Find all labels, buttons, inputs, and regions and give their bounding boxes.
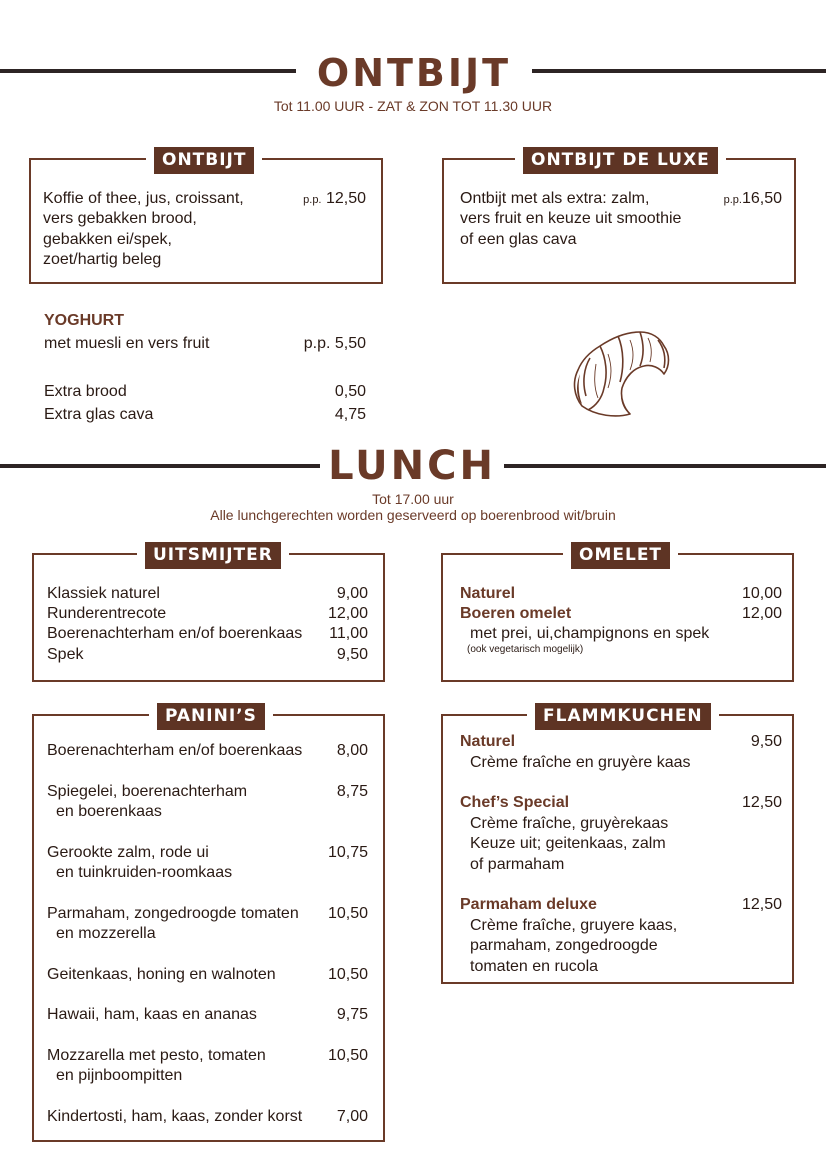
panini-price: 9,75 (336, 1006, 368, 1023)
panini-price: 10,75 (327, 844, 368, 861)
panini-item-line1: Spiegelei, boerenachterham (47, 783, 248, 800)
ontbijt-desc-4: zoet/hartig beleg (43, 251, 162, 268)
luxe-price (690, 189, 782, 211)
extra-brood: Extra brood (44, 383, 127, 400)
flammkuchen-desc: Crème fraîche en gruyère kaas (470, 753, 691, 771)
uitsmijter-price: 11,00 (329, 625, 368, 642)
luxe-price-value: 16,50 (741, 190, 782, 207)
ontbijt-desc-1: Koffie of thee, jus, croissant, (43, 190, 244, 207)
panini-price: 8,00 (336, 742, 368, 759)
pp-label: p.p. (723, 194, 742, 206)
tag-ontbijt: ONTBIJT (154, 147, 254, 174)
panini-item-line1: Parmaham, zongedroogde tomaten (47, 905, 299, 922)
header-rule-left (0, 69, 296, 73)
flammkuchen-price: 9,50 (750, 733, 782, 750)
panini-item-line1: Hawaii, ham, kaas en ananas (47, 1006, 257, 1023)
panini-price: 10,50 (327, 905, 368, 922)
panini-item-line2: en tuinkruiden-roomkaas (56, 864, 233, 881)
uitsmijter-price: 12,00 (327, 605, 368, 622)
panini-item-line2: en pijnboompitten (56, 1067, 183, 1084)
panini-price: 10,50 (327, 966, 368, 983)
lunch-hours: Tot 17.00 uur (372, 491, 454, 507)
uitsmijter-price: 9,00 (336, 585, 368, 602)
omelet-desc: met prei, ui,champignons en spek (470, 625, 710, 642)
flammkuchen-desc: Keuze uit; geitenkaas, zalm (470, 835, 666, 852)
uitsmijter-item: Runderentrecote (47, 605, 167, 622)
panini-item-line1: Mozzarella met pesto, tomaten (47, 1047, 266, 1064)
ontbijt-price-value: 12,50 (325, 190, 366, 207)
flammkuchen-desc: of parmaham (470, 855, 565, 873)
ontbijt-desc-2: vers gebakken brood, (43, 210, 197, 227)
ontbijt-hours: Tot 11.00 UUR - ZAT & ZON TOT 11.30 UUR (273, 98, 553, 114)
section-title-ontbijt: ONTBIJT (316, 51, 512, 95)
tag-flammkuchen: FLAMMKUCHEN (535, 703, 711, 730)
omelet-price: 10,00 (741, 585, 782, 602)
yoghurt-price: p.p. 5,50 (303, 335, 366, 352)
luxe-desc-2: vers fruit en keuze uit smoothie (460, 210, 682, 227)
extra-cava: Extra glas cava (44, 406, 154, 423)
panini-item-line1: Boerenachterham en/of boerenkaas (47, 742, 303, 759)
yoghurt-heading: YOGHURT (44, 312, 124, 329)
tag-paninis: PANINI’S (157, 703, 265, 730)
tag-ontbijt-de-luxe: ONTBIJT DE LUXE (523, 147, 718, 174)
panini-item-line1: Geitenkaas, honing en walnoten (47, 966, 276, 983)
flammkuchen-desc: Crème fraîche, gruyèrekaas (470, 814, 669, 832)
luxe-desc-1: Ontbijt met als extra: zalm, (460, 190, 650, 207)
flammkuchen-desc: tomaten en rucola (470, 957, 599, 975)
flammkuchen-item: Naturel (460, 733, 516, 750)
croissant-illustration (560, 318, 678, 422)
omelet-price: 12,00 (741, 605, 782, 622)
yoghurt-desc: met muesli en vers fruit (44, 335, 210, 352)
flammkuchen-item: Parmaham deluxe (460, 896, 597, 913)
lunch-note: Alle lunchgerechten worden geserveerd op boerenbrood wit/bruin (210, 507, 616, 523)
lunch-rule-left (0, 464, 320, 468)
tag-uitsmijter: UITSMIJTER (145, 542, 281, 569)
flammkuchen-desc: parmaham, zongedroogde (470, 937, 658, 954)
flammkuchen-item: Chef’s Special (460, 794, 570, 811)
uitsmijter-item: Boerenachterham en/of boerenkaas (47, 625, 303, 642)
flammkuchen-desc: Crème fraîche, gruyere kaas, (470, 916, 678, 934)
lunch-rule-right (504, 464, 826, 468)
pp-label: p.p. (303, 194, 322, 206)
section-title-lunch: LUNCH (328, 443, 496, 489)
panini-price: 8,75 (336, 783, 368, 800)
ontbijt-price (280, 189, 366, 211)
omelet-item: Boeren omelet (460, 605, 572, 622)
tag-omelet: OMELET (571, 542, 670, 569)
omelet-note: (ook vegetarisch mogelijk) (467, 644, 584, 655)
panini-item-line2: en mozzerella (56, 925, 156, 942)
panini-item-line1: Gerookte zalm, rode ui (47, 844, 209, 861)
luxe-desc-3: of een glas cava (460, 231, 577, 248)
panini-price: 10,50 (327, 1047, 368, 1064)
extra-cava-price: 4,75 (334, 406, 366, 423)
uitsmijter-item: Spek (47, 646, 84, 663)
extra-brood-price: 0,50 (334, 383, 366, 400)
omelet-item: Naturel (460, 585, 516, 602)
ontbijt-desc-3: gebakken ei/spek, (43, 231, 172, 248)
flammkuchen-price: 12,50 (741, 896, 782, 913)
panini-item-line1: Kindertosti, ham, kaas, zonder korst (47, 1108, 303, 1125)
uitsmijter-item: Klassiek naturel (47, 585, 160, 602)
panini-price: 7,00 (336, 1108, 368, 1125)
uitsmijter-price: 9,50 (336, 646, 368, 663)
flammkuchen-price: 12,50 (741, 794, 782, 811)
panini-item-line2: en boerenkaas (56, 803, 162, 820)
header-rule-right (532, 69, 826, 73)
